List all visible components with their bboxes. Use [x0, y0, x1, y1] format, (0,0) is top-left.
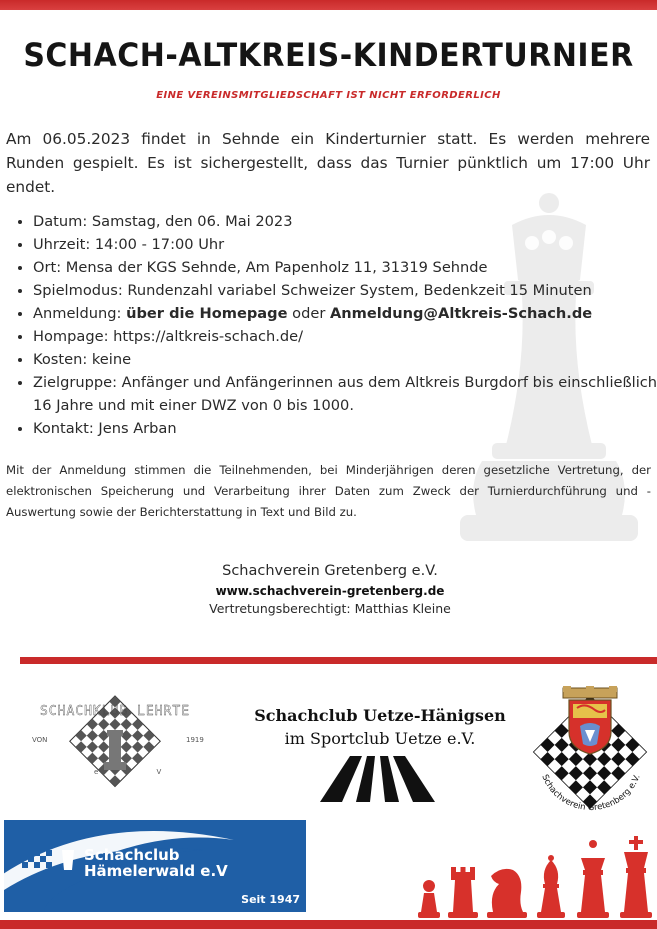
queen-icon — [577, 840, 609, 918]
haemelerwald-name — [84, 847, 228, 879]
bishop-icon — [537, 855, 565, 918]
event-details-list — [14, 210, 657, 440]
logo-schachverein-gretenberg — [525, 686, 655, 816]
list-item-zielgruppe: • Zielgruppe: Anfänger und Anfängerinnen aus dem Altkreis Burgdorf bis einschließlich 16 Jahre und mit einer DWZ von 0 bis 1000. — [33, 371, 657, 417]
lehrte-ev: e.V — [94, 768, 190, 776]
anmeldung-email-link[interactable]: Anmeldung@Altkreis-Schach.de — [329, 305, 593, 322]
list-item-kontakt: • Kontakt: Jens Arban — [33, 417, 657, 440]
king-icon — [620, 836, 652, 918]
gretenberg-name: Schachverein Gretenberg e.V. — [539, 773, 643, 814]
top-accent-bar — [0, 0, 657, 10]
organizer-url[interactable]: www.schachverein-gretenberg.de — [215, 584, 445, 598]
lehrte-name: SCHACHKLUB LEHRTE — [39, 704, 191, 719]
lehrte-von: VON — [32, 736, 48, 744]
knight-icon — [487, 869, 527, 918]
uetze-road-icon — [320, 756, 435, 802]
logo-schachclub-uetze — [245, 706, 515, 806]
anmeldung-label: Anmeldung: — [33, 305, 127, 322]
lehrte-year: 1919 — [186, 736, 204, 744]
anmeldung-or: oder — [287, 305, 330, 322]
list-item-datum: • Datum: Samstag, den 06. Mai 2023 — [33, 210, 657, 233]
organizer-name: Schachverein Gretenberg e.V. — [222, 563, 438, 579]
rook-icon — [448, 867, 478, 918]
list-item-hompage[interactable]: • Hompage: https://altkreis-schach.de/ — [33, 325, 657, 348]
list-item-ort: • Ort: Mensa der KGS Sehnde, Am Papenholz 11, 31319 Sehnde — [33, 256, 657, 279]
pawn-icon — [418, 880, 440, 918]
chess-pieces-icon — [415, 836, 655, 920]
logo-schachklub-lehrte — [4, 690, 226, 790]
anmeldung-homepage-link[interactable]: über die Homepage — [126, 305, 288, 322]
haemelerwald-line1: Schachclub — [84, 846, 180, 864]
haemelerwald-line2: Hämelerwald e.V — [84, 862, 228, 880]
list-item-anmeldung — [33, 302, 657, 325]
page-subtitle: EINE VEREINSMITGLIEDSCHAFT IST NICHT ERFORDERLICH — [156, 90, 501, 101]
uetze-line2: im Sportclub Uetze e.V. — [284, 729, 476, 748]
gretenberg-crest-icon — [525, 686, 655, 816]
logo-schachclub-haemelerwald — [4, 820, 306, 912]
haemelerwald-since: Seit 1947 — [241, 893, 300, 906]
intro-paragraph: Am 06.05.2023 findet in Sehnde ein Kinderturnier statt. Es werden mehrere Runden gespielt. Es ist sichergestellt, dass das Turnier pünktlich um 17:00 Uhr endet. — [6, 130, 650, 196]
bottom-accent-bar — [0, 920, 657, 929]
list-item-uhrzeit: • Uhrzeit: 14:00 - 17:00 Uhr — [33, 233, 657, 256]
section-divider — [20, 657, 657, 664]
page-title: SCHACH-ALTKREIS-KINDERTURNIER — [23, 36, 634, 75]
list-item-kosten: • Kosten: keine — [33, 348, 657, 371]
consent-paragraph: Mit der Anmeldung stimmen die Teilnehmenden, bei Minderjährigen deren gesetzliche Vertretung, der elektronischen Speicherung und Verarbeitung ihrer Daten zum Zweck der Turnierdurchführung und -Auswertung sowie der Berichterstattung in Text und Bild zu. — [6, 463, 651, 519]
list-item-spielmodus: • Spielmodus: Rundenzahl variabel Schweizer System, Bedenkzeit 15 Minuten — [33, 279, 657, 302]
organizer-block — [100, 560, 560, 618]
uetze-line1: Schachclub Uetze-Hänigsen — [254, 706, 506, 725]
organizer-representative: Vertretungsberechtigt: Matthias Kleine — [209, 601, 451, 616]
